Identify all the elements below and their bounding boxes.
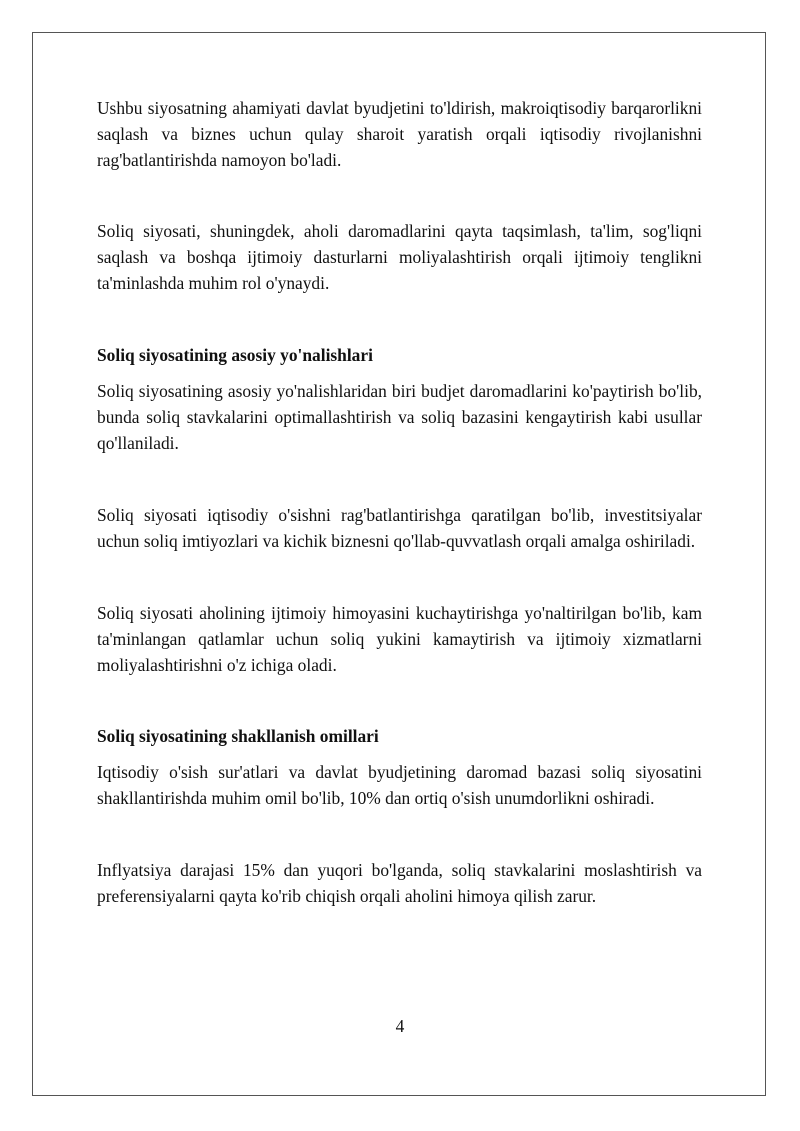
section-heading-main-directions: Soliq siyosatining asosiy yo'nalishlari	[97, 345, 373, 365]
paragraph-growth-rates: Iqtisodiy o'sish sur'atlari va davlat byudjetining daromad bazasi soliq siyosatini shakllantirishda muhim omil bo'lib, 10% dan ortiq o'sish unumdorlikni oshiradi.	[97, 762, 702, 808]
paragraph-social-protection: Soliq siyosati aholining ijtimoiy himoyasini kuchaytirishga yo'naltirilgan bo'lib, kam ta'minlangan qatlamlar uchun soliq yukini kamaytirish va ijtimoiy xizmatlarni moliyalashtirishni o'z ichiga oladi.	[97, 603, 702, 675]
document-body	[97, 95, 702, 909]
section-heading-formation-factors: Soliq siyosatining shakllanish omillari	[97, 726, 379, 746]
paragraph-social-equality: Soliq siyosati, shuningdek, aholi daromadlarini qayta taqsimlash, ta'lim, sog'liqni saqlash va boshqa ijtimoiy dasturlarni moliyalashtirish orqali ijtimoiy tenglikni ta'minlashda muhim rol o'ynaydi.	[97, 221, 702, 293]
paragraph-budget-revenues: Soliq siyosatining asosiy yo'nalishlaridan biri budjet daromadlarini ko'paytirish bo'lib, bunda soliq stavkalarini optimallashtirish va soliq bazasini kengaytirish kabi usullar qo'llaniladi.	[97, 381, 702, 453]
paragraph-inflation: Inflyatsiya darajasi 15% dan yuqori bo'lganda, soliq stavkalarini moslashtirish va preferensiyalarni qayta ko'rib chiqish orqali aholini himoya qilish zarur.	[97, 860, 702, 906]
paragraph-significance: Ushbu siyosatning ahamiyati davlat byudjetini to'ldirish, makroiqtisodiy barqarorlikni saqlash va biznes uchun qulay sharoit yaratish orqali iqtisodiy rivojlanishni rag'batlantirishda namoyon bo'ladi.	[97, 98, 702, 170]
page-number: 4	[395, 1016, 405, 1036]
paragraph-economic-growth: Soliq siyosati iqtisodiy o'sishni rag'batlantirishga qaratilgan bo'lib, investitsiyalar uchun soliq imtiyozlari va kichik biznesni qo'llab-quvvatlash orqali amalga oshiriladi.	[97, 505, 702, 551]
